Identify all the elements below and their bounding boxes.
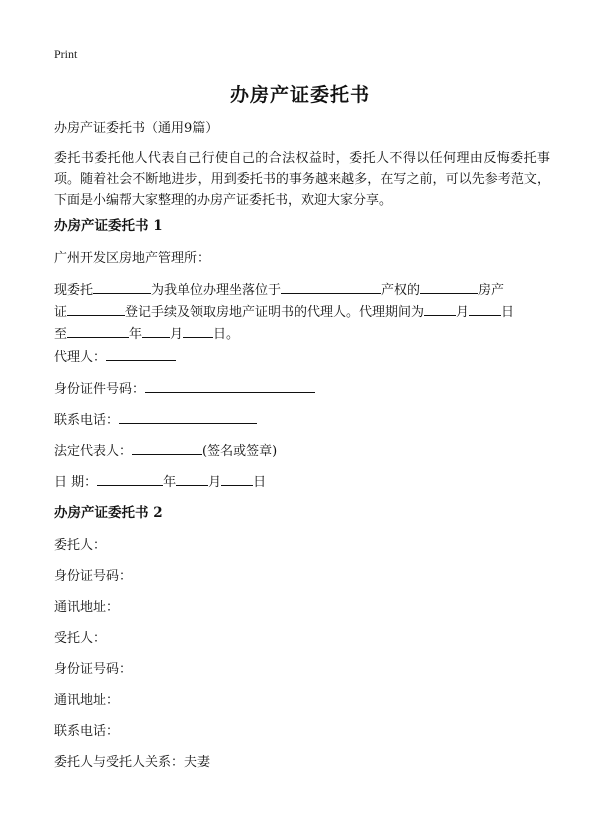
section2-field: 受托人：	[54, 631, 107, 646]
id-row: 身份证件号码：	[54, 378, 550, 400]
section1-heading: 办房产证委托书 1	[54, 218, 163, 234]
agent-row: 代理人：	[54, 346, 550, 368]
section2-field: 联系电话：	[54, 724, 120, 739]
intro-paragraph: 委托书委托他人代表自己行使自己的合法权益时，委托人不得以任何理由反悔委托事项。随着社会不断地进步，用到委托书的事务越来越多，在写之前，可以先参考范文，下面是小编帮大家整理的办房产证委托书，欢迎大家分享。	[54, 151, 550, 208]
date-day-field[interactable]	[221, 471, 253, 486]
body-line-3: 至 年 月 日。	[54, 323, 550, 345]
document-title: 办房产证委托书	[229, 84, 370, 106]
blank-field[interactable]	[93, 279, 151, 294]
section2-field: 委托人与受托人关系：夫妻	[54, 755, 211, 770]
date-year-field[interactable]	[97, 471, 163, 486]
date-month-field[interactable]	[176, 471, 208, 486]
agent-field[interactable]	[106, 346, 176, 361]
blank-field[interactable]	[420, 279, 478, 294]
section2-field: 通讯地址：	[54, 600, 120, 615]
phone-field[interactable]	[119, 409, 257, 424]
blank-field[interactable]	[142, 323, 170, 338]
body-line-1: 现委托 为我单位办理坐落位于 产权的 房产	[54, 279, 550, 301]
legal-rep-row: 法定代表人： (签名或签章)	[54, 440, 550, 462]
id-number-field[interactable]	[145, 378, 315, 393]
document-subtitle: 办房产证委托书（通用9篇）	[54, 121, 219, 136]
blank-field[interactable]	[67, 301, 125, 316]
addressee: 广州开发区房地产管理所：	[54, 251, 211, 266]
legal-rep-field[interactable]	[132, 440, 202, 455]
section2-field: 身份证号码：	[54, 569, 133, 584]
blank-field[interactable]	[67, 323, 129, 338]
print-link[interactable]: Print	[54, 47, 78, 61]
blank-field[interactable]	[424, 301, 456, 316]
section1-body	[54, 279, 550, 345]
section2-heading: 办房产证委托书 2	[54, 505, 163, 521]
blank-field[interactable]	[281, 279, 381, 294]
phone-row: 联系电话：	[54, 409, 550, 431]
section2-field: 委托人：	[54, 538, 107, 553]
blank-field[interactable]	[469, 301, 501, 316]
section2-field: 通讯地址：	[54, 693, 120, 708]
blank-field[interactable]	[183, 323, 213, 338]
date-row: 日 期： 年 月 日	[54, 471, 550, 493]
section2-field: 身份证号码：	[54, 662, 133, 677]
body-line-2: 证 登记手续及领取房地产证明书的代理人。代理期间为 月 日	[54, 301, 550, 323]
